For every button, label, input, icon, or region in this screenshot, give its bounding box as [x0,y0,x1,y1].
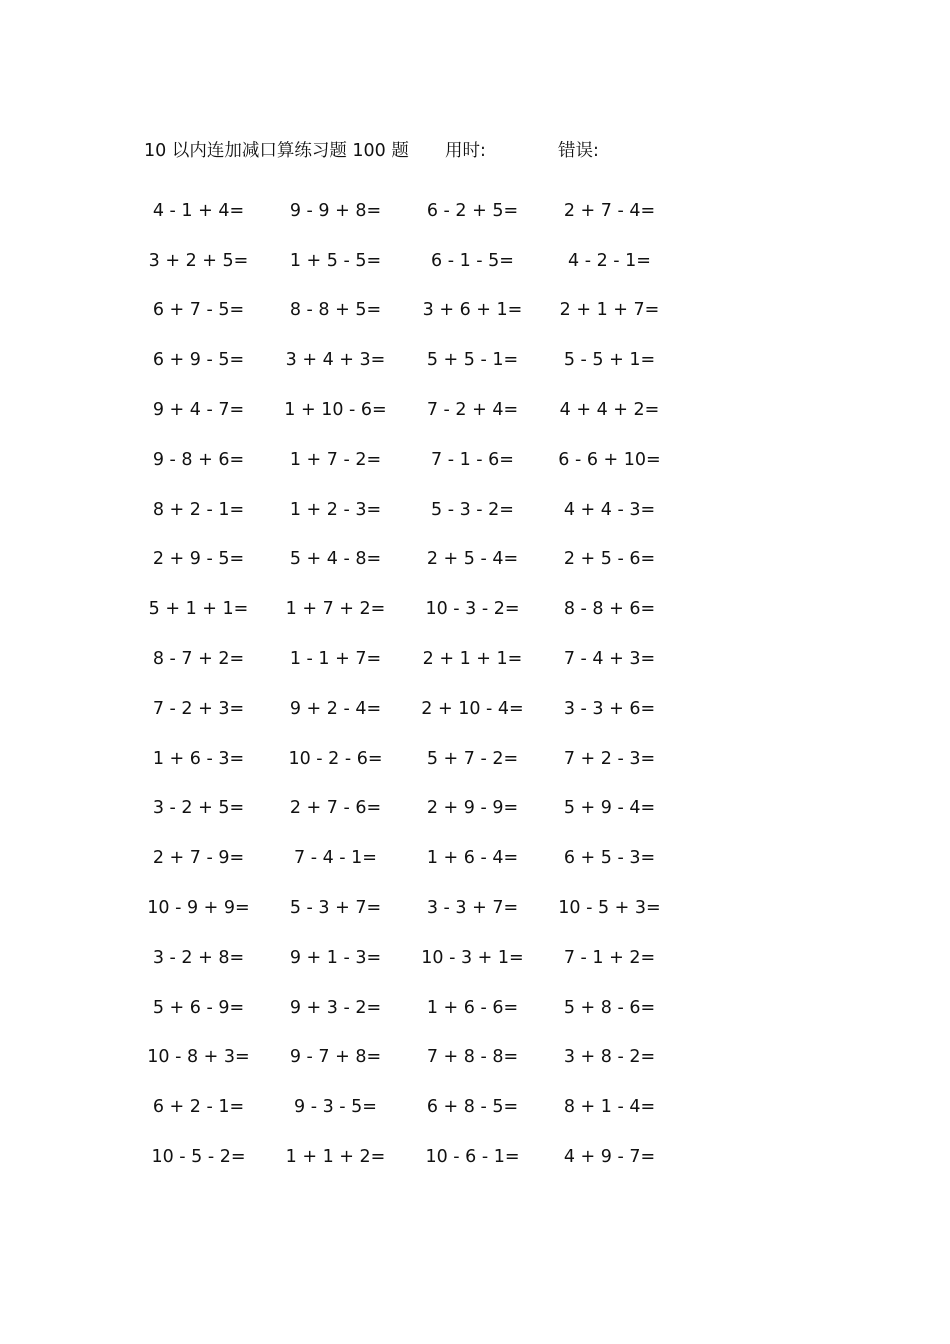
problem-item: 2 + 5 - 6= [563,549,656,570]
problem-item: 9 - 3 - 5= [294,1097,377,1118]
problem-item: 2 + 1 + 7= [559,300,660,321]
problem-item: 3 + 4 + 3= [285,350,386,371]
problem-row [130,435,690,485]
problem-item: 8 + 2 - 1= [152,499,245,520]
problem-row [130,1033,690,1083]
problem-item: 9 + 2 - 4= [289,698,382,719]
problem-item: 7 - 1 - 6= [431,449,514,470]
problem-item: 8 + 1 - 4= [563,1097,656,1118]
problem-item: 5 + 1 + 1= [148,599,249,620]
problem-item: 9 + 3 - 2= [289,997,382,1018]
problem-item: 7 - 4 + 3= [563,649,656,670]
problem-item: 10 - 8 + 3= [147,1047,250,1068]
problem-item: 7 - 2 + 4= [426,400,519,421]
problem-row [130,983,690,1033]
problem-item: 7 - 2 + 3= [152,698,245,719]
problem-item: 10 - 9 + 9= [147,898,250,919]
problem-item: 2 + 1 + 1= [422,649,523,670]
problem-item: 1 + 10 - 6= [284,400,387,421]
problem-item: 1 + 6 - 3= [152,748,245,769]
problem-item: 7 - 1 + 2= [563,947,656,968]
problem-item: 2 + 9 - 9= [426,798,519,819]
problem-row [130,933,690,983]
problem-item: 3 + 8 - 2= [563,1047,656,1068]
problem-row [130,734,690,784]
problem-item: 1 + 6 - 6= [426,997,519,1018]
problem-item: 10 - 2 - 6= [288,748,383,769]
problem-item: 8 - 8 + 5= [289,300,382,321]
problem-item: 3 + 6 + 1= [422,300,523,321]
problem-item: 6 + 7 - 5= [152,300,245,321]
problem-item: 5 + 6 - 9= [152,997,245,1018]
problem-item: 6 - 2 + 5= [426,200,519,221]
problem-item: 5 + 7 - 2= [426,748,519,769]
problem-row [130,584,690,634]
worksheet-title: 10 以内连加减口算练习题 100 题 [144,141,409,161]
problem-row [130,535,690,585]
problem-grid [130,186,690,1182]
problem-row [130,1082,690,1132]
problem-item: 10 - 5 + 3= [558,898,661,919]
problem-item: 10 - 6 - 1= [425,1147,520,1168]
time-used-label: 用时: [445,141,486,161]
problem-item: 7 - 4 - 1= [294,848,377,869]
problem-item: 9 - 9 + 8= [289,200,382,221]
problem-item: 4 + 4 + 2= [559,400,660,421]
problem-item: 9 - 8 + 6= [152,449,245,470]
worksheet-header [0,137,950,165]
problem-row [130,684,690,734]
problem-item: 1 - 1 + 7= [289,649,382,670]
problem-item: 4 - 1 + 4= [152,200,245,221]
problem-item: 9 - 7 + 8= [289,1047,382,1068]
problem-item: 1 + 2 - 3= [289,499,382,520]
problem-item: 2 + 9 - 5= [152,549,245,570]
problem-row [130,833,690,883]
problem-row [130,784,690,834]
problem-item: 5 - 5 + 1= [563,350,656,371]
problem-row [130,186,690,236]
problem-item: 2 + 10 - 4= [421,698,524,719]
problem-item: 1 + 7 + 2= [285,599,386,620]
problem-item: 7 + 8 - 8= [426,1047,519,1068]
problem-item: 6 + 8 - 5= [426,1097,519,1118]
problem-item: 9 + 1 - 3= [289,947,382,968]
problem-item: 6 + 9 - 5= [152,350,245,371]
problem-item: 8 - 8 + 6= [563,599,656,620]
problem-row [130,634,690,684]
problem-item: 2 + 7 - 9= [152,848,245,869]
problem-item: 5 - 3 + 7= [289,898,382,919]
problem-item: 6 - 1 - 5= [431,250,514,271]
problem-item: 4 - 2 - 1= [568,250,651,271]
problem-item: 6 + 5 - 3= [563,848,656,869]
problem-item: 5 + 8 - 6= [563,997,656,1018]
problem-item: 1 + 1 + 2= [285,1147,386,1168]
problem-row [130,286,690,336]
problem-item: 3 - 3 + 6= [563,698,656,719]
problem-item: 1 + 6 - 4= [426,848,519,869]
problem-row [130,385,690,435]
problem-item: 8 - 7 + 2= [152,649,245,670]
problem-row [130,485,690,535]
problem-row [130,1132,690,1182]
problem-item: 4 + 9 - 7= [563,1147,656,1168]
problem-item: 5 + 5 - 1= [426,350,519,371]
error-count-label: 错误: [558,141,599,161]
problem-item: 10 - 3 - 2= [425,599,520,620]
problem-item: 5 - 3 - 2= [431,499,514,520]
problem-item: 5 + 9 - 4= [563,798,656,819]
problem-item: 10 - 5 - 2= [151,1147,246,1168]
problem-item: 2 + 5 - 4= [426,549,519,570]
problem-item: 7 + 2 - 3= [563,748,656,769]
problem-item: 2 + 7 - 4= [563,200,656,221]
problem-item: 1 + 7 - 2= [289,449,382,470]
problem-item: 9 + 4 - 7= [152,400,245,421]
problem-row [130,335,690,385]
problem-item: 6 + 2 - 1= [152,1097,245,1118]
problem-row [130,236,690,286]
problem-row [130,883,690,933]
problem-item: 1 + 5 - 5= [289,250,382,271]
problem-item: 2 + 7 - 6= [289,798,382,819]
problem-item: 10 - 3 + 1= [421,947,524,968]
problem-item: 6 - 6 + 10= [558,449,661,470]
problem-item: 3 - 3 + 7= [426,898,519,919]
problem-item: 3 - 2 + 5= [152,798,245,819]
problem-item: 3 + 2 + 5= [148,250,249,271]
problem-item: 3 - 2 + 8= [152,947,245,968]
problem-item: 5 + 4 - 8= [289,549,382,570]
problem-item: 4 + 4 - 3= [563,499,656,520]
